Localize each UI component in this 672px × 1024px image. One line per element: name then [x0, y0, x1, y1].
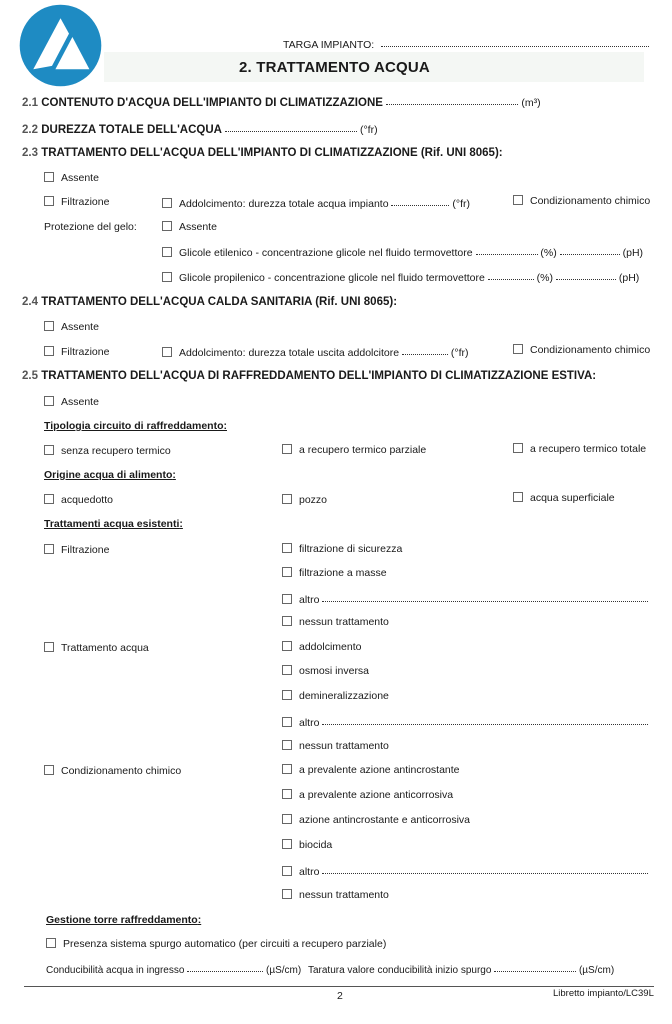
- checkbox[interactable]: [162, 198, 172, 208]
- durezza-input[interactable]: [225, 122, 357, 132]
- checkbox[interactable]: [44, 445, 54, 455]
- gestione-label: Gestione torre raffreddamento:: [46, 914, 202, 926]
- checkbox[interactable]: [282, 444, 292, 454]
- origine-option[interactable]: acquedotto: [44, 494, 113, 506]
- s23-addolcimento[interactable]: Addolcimento: durezza totale acqua impianto (°fr): [162, 196, 470, 210]
- checkbox[interactable]: [46, 938, 56, 948]
- cat-trattamento[interactable]: Trattamento acqua: [44, 642, 149, 654]
- condizionamento-option[interactable]: altro: [282, 864, 648, 878]
- glicole-propilenico[interactable]: Glicole propilenico - concentrazione glicole nel fluido termovettore (%) (pH): [162, 270, 639, 284]
- checkbox[interactable]: [162, 272, 172, 282]
- conducibilita-input[interactable]: [187, 962, 263, 972]
- checkbox[interactable]: [282, 567, 292, 577]
- durezza-impianto-input[interactable]: [391, 196, 449, 206]
- tipologia-option[interactable]: senza recupero termico: [44, 445, 171, 457]
- checkbox[interactable]: [44, 494, 54, 504]
- trattamento-option[interactable]: nessun trattamento: [282, 740, 389, 752]
- s24-filtrazione[interactable]: Filtrazione: [44, 346, 109, 358]
- etilenico-pct-input[interactable]: [476, 245, 538, 255]
- checkbox[interactable]: [282, 889, 292, 899]
- checkbox[interactable]: [44, 544, 54, 554]
- filtrazione-option[interactable]: filtrazione a masse: [282, 567, 387, 579]
- contenuto-acqua-input[interactable]: [386, 95, 518, 105]
- s25-assente[interactable]: Assente: [44, 396, 99, 408]
- checkbox[interactable]: [162, 247, 172, 257]
- trattamento-altro-input[interactable]: [322, 715, 648, 725]
- checkbox[interactable]: [44, 642, 54, 652]
- origine-option[interactable]: acqua superficiale: [513, 492, 615, 504]
- section-2-2: 2.2 DUREZZA TOTALE DELL'ACQUA (°fr): [22, 124, 378, 136]
- protezione-gelo-label: Protezione del gelo:: [44, 221, 137, 233]
- s24-condizionamento[interactable]: Condizionamento chimico: [513, 344, 650, 356]
- condizionamento-altro-input[interactable]: [322, 864, 648, 874]
- filtrazione-option[interactable]: altro: [282, 592, 648, 606]
- propilenico-ph-input[interactable]: [556, 270, 616, 280]
- checkbox[interactable]: [44, 196, 54, 206]
- checkbox[interactable]: [44, 321, 54, 331]
- filtrazione-altro-input[interactable]: [322, 592, 648, 602]
- durezza-addolcitore-input[interactable]: [402, 345, 448, 355]
- cat-filtrazione[interactable]: Filtrazione: [44, 544, 109, 556]
- condizionamento-option[interactable]: a prevalente azione anticorrosiva: [282, 789, 453, 801]
- trattamenti-label: Trattamenti acqua esistenti:: [44, 518, 183, 530]
- section-2-3-heading: 2.3 TRATTAMENTO DELL'ACQUA DELL'IMPIANTO DI CLIMATIZZAZIONE (Rif. UNI 8065):: [22, 147, 503, 159]
- document-code: Libretto impianto/LC39L: [553, 988, 654, 999]
- section-2-1: 2.1 CONTENUTO D'ACQUA DELL'IMPIANTO DI CLIMATIZZAZIONE (m³): [22, 97, 541, 109]
- tipologia-option[interactable]: a recupero termico totale: [513, 443, 646, 455]
- s23-filtrazione[interactable]: Filtrazione: [44, 196, 109, 208]
- condizionamento-option[interactable]: biocida: [282, 839, 332, 851]
- s23-condizionamento[interactable]: Condizionamento chimico: [513, 195, 650, 207]
- checkbox[interactable]: [282, 789, 292, 799]
- checkbox[interactable]: [513, 492, 523, 502]
- trattamento-option[interactable]: altro: [282, 715, 648, 729]
- checkbox[interactable]: [282, 717, 292, 727]
- tipologia-label: Tipologia circuito di raffreddamento:: [44, 420, 227, 432]
- checkbox[interactable]: [162, 221, 172, 231]
- checkbox[interactable]: [513, 344, 523, 354]
- checkbox[interactable]: [282, 740, 292, 750]
- checkbox[interactable]: [282, 616, 292, 626]
- condizionamento-option[interactable]: a prevalente azione antincrostante: [282, 764, 460, 776]
- checkbox[interactable]: [44, 396, 54, 406]
- s23-assente[interactable]: Assente: [44, 172, 99, 184]
- checkbox[interactable]: [282, 594, 292, 604]
- trattamento-option[interactable]: addolcimento: [282, 641, 361, 653]
- section-2-4-heading: 2.4 TRATTAMENTO DELL'ACQUA CALDA SANITARIA (Rif. UNI 8065):: [22, 296, 398, 308]
- checkbox[interactable]: [282, 665, 292, 675]
- footer-divider: [24, 986, 654, 987]
- s24-addolcimento[interactable]: Addolcimento: durezza totale uscita addolcitore (°fr): [162, 345, 469, 359]
- gelo-assente[interactable]: Assente: [162, 221, 217, 233]
- checkbox[interactable]: [44, 765, 54, 775]
- checkbox[interactable]: [162, 347, 172, 357]
- filtrazione-option[interactable]: filtrazione di sicurezza: [282, 543, 402, 555]
- checkbox[interactable]: [282, 690, 292, 700]
- glicole-etilenico[interactable]: Glicole etilenico - concentrazione glicole nel fluido termovettore (%) (pH): [162, 245, 643, 259]
- targa-input[interactable]: [381, 37, 649, 47]
- section-2-5-heading: 2.5 TRATTAMENTO DELL'ACQUA DI RAFFREDDAMENTO DELL'IMPIANTO DI CLIMATIZZAZIONE ESTIVA:: [22, 370, 597, 382]
- trattamento-option[interactable]: demineralizzazione: [282, 690, 389, 702]
- checkbox[interactable]: [513, 195, 523, 205]
- checkbox[interactable]: [513, 443, 523, 453]
- checkbox[interactable]: [44, 346, 54, 356]
- spurgo-option[interactable]: Presenza sistema spurgo automatico (per circuiti a recupero parziale): [46, 938, 386, 950]
- filtrazione-option[interactable]: nessun trattamento: [282, 616, 389, 628]
- conducibilita-row: Conducibilità acqua in ingresso (µS/cm) Taratura valore conducibilità inizio spurgo (µS/cm): [46, 962, 614, 976]
- checkbox[interactable]: [44, 172, 54, 182]
- trattamento-option[interactable]: osmosi inversa: [282, 665, 369, 677]
- propilenico-pct-input[interactable]: [488, 270, 534, 280]
- origine-option[interactable]: pozzo: [282, 494, 327, 506]
- brand-logo: [18, 3, 103, 88]
- cat-condizionamento[interactable]: Condizionamento chimico: [44, 765, 181, 777]
- taratura-input[interactable]: [494, 962, 576, 972]
- tipologia-option[interactable]: a recupero termico parziale: [282, 444, 426, 456]
- checkbox[interactable]: [282, 814, 292, 824]
- page-number: 2: [337, 990, 343, 1002]
- page-title: 2. TRATTAMENTO ACQUA: [239, 59, 430, 76]
- checkbox[interactable]: [282, 839, 292, 849]
- condizionamento-option[interactable]: azione antincrostante e anticorrosiva: [282, 814, 470, 826]
- etilenico-ph-input[interactable]: [560, 245, 620, 255]
- checkbox[interactable]: [282, 641, 292, 651]
- origine-label: Origine acqua di alimento:: [44, 469, 176, 481]
- s24-assente[interactable]: Assente: [44, 321, 99, 333]
- checkbox[interactable]: [282, 494, 292, 504]
- checkbox[interactable]: [282, 866, 292, 876]
- condizionamento-option[interactable]: nessun trattamento: [282, 889, 389, 901]
- checkbox[interactable]: [282, 543, 292, 553]
- targa-label: TARGA IMPIANTO:: [283, 39, 375, 51]
- targa-impianto-field[interactable]: [283, 37, 649, 51]
- checkbox[interactable]: [282, 764, 292, 774]
